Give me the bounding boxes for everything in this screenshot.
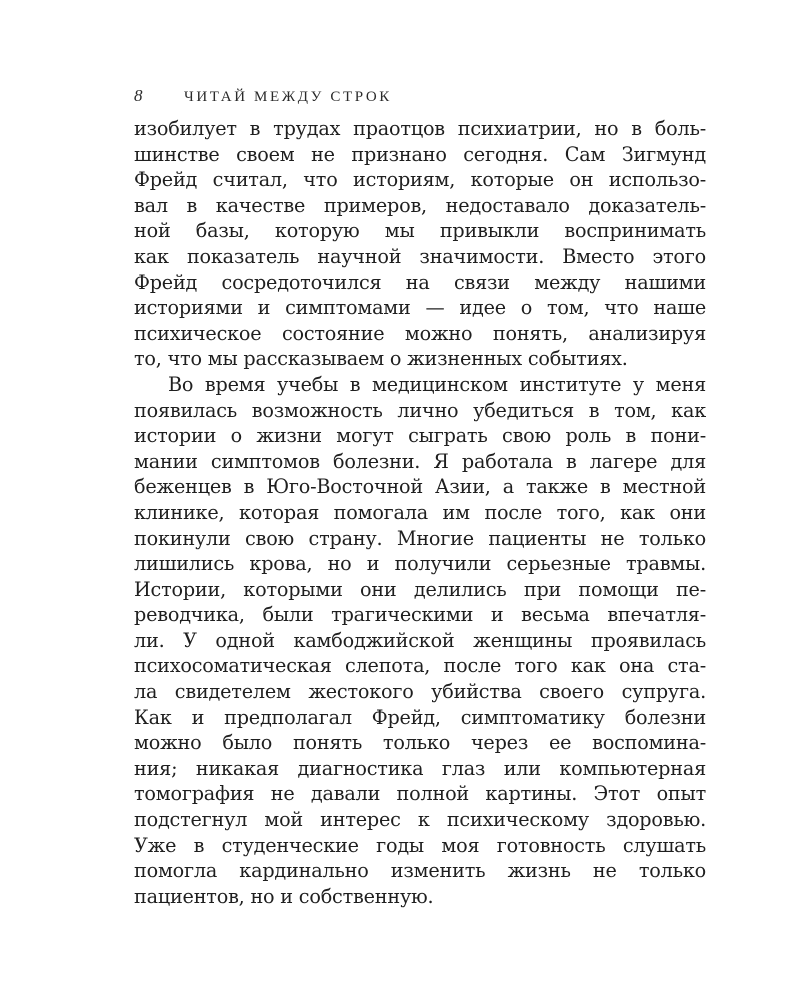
text-line: Как и предполагал Фрейд, симптоматику болезни xyxy=(134,705,706,729)
text-line: вал в качестве примеров, недоставало доказатель- xyxy=(134,193,706,217)
text-line: реводчика, были трагическими и весьма впечатля- xyxy=(134,603,706,627)
running-head xyxy=(134,84,392,109)
body-text xyxy=(134,116,706,909)
text-line: помогла кардинально изменить жизнь не только xyxy=(134,859,706,883)
text-line: появилась возможность лично убедиться в том, как xyxy=(134,398,706,422)
text-line: Фрейд сосредоточился на связи между нашими xyxy=(134,270,706,294)
text-line: пациентов, но и собственную. xyxy=(134,884,434,908)
text-line: психосоматическая слепота, после того как она ста- xyxy=(134,654,706,678)
text-line: то, что мы рассказываем о жизненных событиях. xyxy=(134,347,628,371)
text-line: Истории, которыми они делились при помощи пе- xyxy=(134,577,706,601)
text-line: ния; никакая диагностика глаз или компьютерная xyxy=(134,756,706,780)
text-line: изобилует в трудах праотцов психиатрии, но в боль- xyxy=(134,117,706,140)
text-line: психическое состояние можно понять, анализируя xyxy=(134,321,706,345)
text-line: мании симптомов болезни. Я работала в лагере для xyxy=(134,449,706,473)
text-line: истории о жизни могут сыграть свою роль в пони- xyxy=(134,424,706,448)
text-line: покинули свою страну. Многие пациенты не только xyxy=(134,526,706,550)
text-line: Фрейд считал, что историям, которые он использо- xyxy=(134,168,706,192)
text-line: Во время учебы в медицинском институте у меня xyxy=(168,372,706,396)
text-line: ла свидетелем жестокого убийства своего супруга. xyxy=(134,680,706,704)
text-line: томография не давали полной картины. Этот опыт xyxy=(134,782,706,806)
text-line: ной базы, которую мы привыкли воспринимать xyxy=(134,219,706,243)
text-line: подстегнул мой интерес к психическому здоровью. xyxy=(134,808,706,832)
text-line: лишились крова, но и получили серьезные травмы. xyxy=(134,552,706,576)
page-number: 8 xyxy=(134,86,143,105)
paragraph xyxy=(134,116,706,372)
text-line: Уже в студенческие годы моя готовность слушать xyxy=(134,833,706,857)
text-line: клинике, которая помогала им после того, как они xyxy=(134,500,706,524)
text-line: можно было понять только через ее воспомина- xyxy=(134,731,706,755)
text-line: как показатель научной значимости. Вместо этого xyxy=(134,244,706,268)
text-line: шинстве своем не признано сегодня. Сам Зигмунд xyxy=(134,142,706,166)
text-line: беженцев в Юго-Восточной Азии, а также в местной xyxy=(134,475,706,499)
running-title: ЧИТАЙ МЕЖДУ СТРОК xyxy=(184,89,392,105)
text-line: историями и симптомами — идее о том, что наше xyxy=(134,296,706,320)
text-line: ли. У одной камбоджийской женщины проявилась xyxy=(134,628,706,652)
paragraph xyxy=(134,372,706,909)
